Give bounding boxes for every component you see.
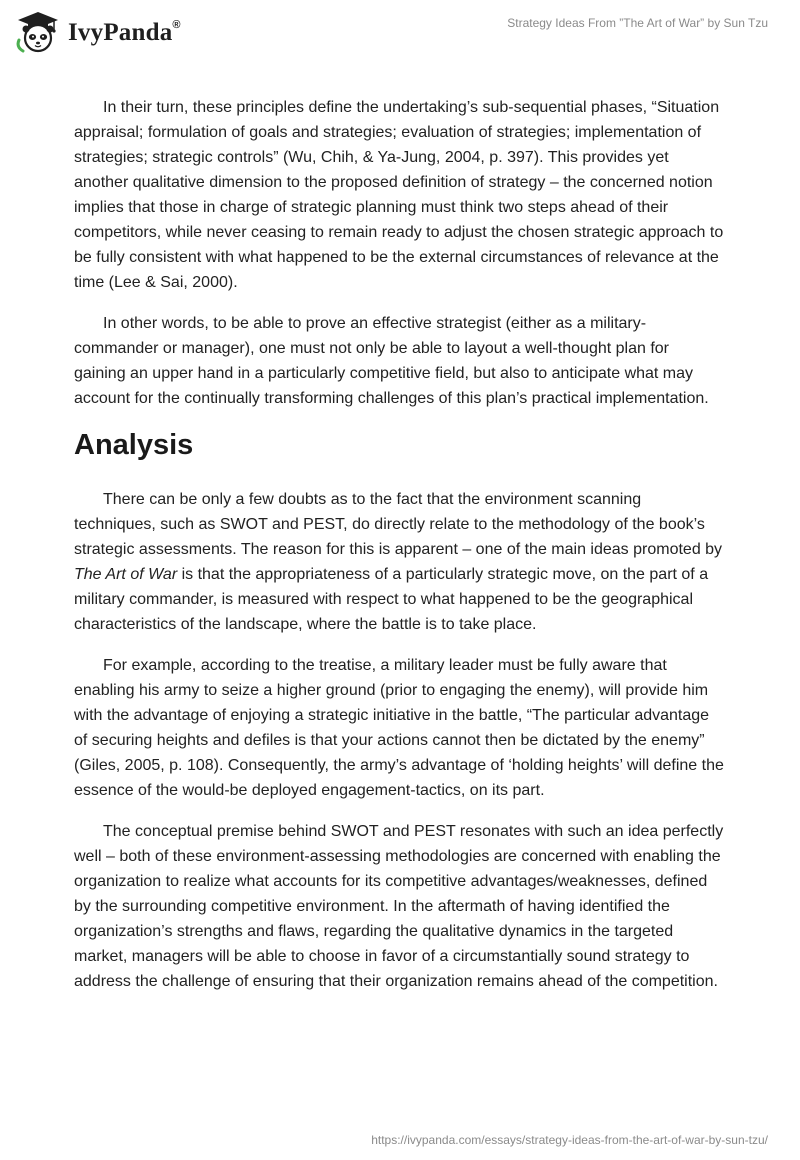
paragraph-5: The conceptual premise behind SWOT and PEST resonates with such an idea perfectly well – both of these environment-assessing methodologies are concerned with enabling the organization to realize what accounts for its competitive advantages/weaknesses, defined by the surrounding competitive environment. In the aftermath of having identified the organization’s strengths and flaws, regarding the qualitative dynamics in the targeted market, managers will be able to choose in favor of a circumstantially sound strategy to address the challenge of ensuring that their organization remains ahead of the competition. <box>74 823 724 990</box>
paragraph-3-part-2: is that the appropriateness of a particularly strategic move, on the part of a military commander, is measured with respect to what happened to be the geographical characteristics of the landscape, where the battle is to take place. <box>74 566 709 633</box>
book-title-italic: The Art of War <box>74 566 178 583</box>
section-heading-analysis: Analysis <box>74 429 194 461</box>
paragraph-4: For example, according to the treatise, a military leader must be fully aware that enabling his army to seize a higher ground (prior to engaging the enemy), will provide him with the advantage of enjoying a strategic initiative in the battle, “The particular advantage of securing heights and defiles is that your actions cannot then be dictated by the enemy” (Giles, 2005, p. 108). Consequently, the army’s advantage of ‘holding heights’ will define the essence of the would-be deployed engagement-tactics, on its part. <box>74 657 724 799</box>
brand-name: IvyPanda® <box>68 18 181 46</box>
source-url-link[interactable]: https://ivypanda.com/essays/strategy-ideas-from-the-art-of-war-by-sun-tzu/ <box>371 1133 768 1147</box>
document-title: Strategy Ideas From ”The Art of War” by Sun Tzu <box>507 16 768 30</box>
site-logo[interactable] <box>14 10 181 54</box>
paragraph-3 <box>74 487 724 637</box>
paragraph-2: In other words, to be able to prove an effective strategist (either as a military-commander or manager), one must not only be able to layout a well-thought plan for gaining an upper hand in a particularly competitive field, but also to anticipate what may account for the continually transforming challenges of this plan’s practical implementation. <box>74 315 709 407</box>
panda-logo-icon <box>14 10 62 54</box>
paragraph-3-part-1: There can be only a few doubts as to the fact that the environment scanning techniques, such as SWOT and PEST, do directly relate to the methodology of the book’s strategic assessments. The reason for this is apparent – one of the main ideas promoted by <box>74 491 723 558</box>
essay-content <box>74 95 724 1010</box>
registered-mark: ® <box>172 18 181 31</box>
paragraph-1: In their turn, these principles define the undertaking’s sub-sequential phases, “Situation appraisal; formulation of goals and strategies; evaluation of strategies; implementation of strategies; strategic controls” (Wu, Chih, & Ya-Jung, 2004, p. 397). This provides yet another qualitative dimension to the proposed definition of strategy – the concerned notion implies that those in charge of strategic planning must think two steps ahead of their competitors, while never ceasing to remain ready to adjust the chosen strategic approach to be fully consistent with what happened to be the external circumstances of relevance at the time (Lee & Sai, 2000). <box>74 99 724 291</box>
